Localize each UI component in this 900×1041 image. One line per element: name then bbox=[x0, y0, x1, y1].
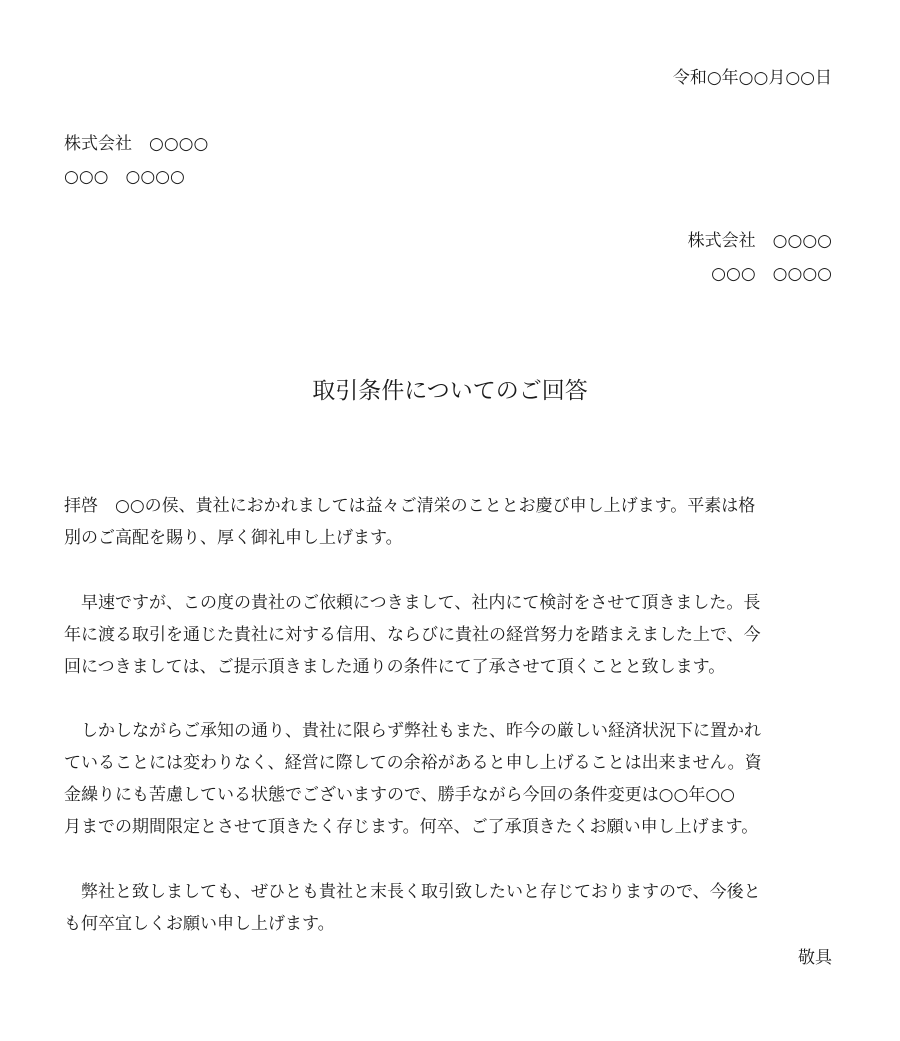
paragraph-closing-remarks bbox=[64, 876, 836, 940]
sender-company: 株式会社 ○○○○ bbox=[687, 231, 832, 251]
paragraph-line: 早速ですが、この度の貴社のご依頼につきまして、社内にて検討をさせて頂きました。長 bbox=[81, 593, 761, 613]
sender-person: ○○○ ○○○○ bbox=[711, 264, 832, 284]
paragraph-line: 別のご高配を賜り、厚く御礼申し上げます。 bbox=[64, 528, 403, 548]
letter-title: 取引条件についてのご回答 bbox=[312, 378, 588, 404]
paragraph-line: しかしながらご承知の通り、貴社に限らず弊社もまた、昨今の厳しい経済状況下に置かれ bbox=[81, 721, 761, 741]
letter-date: 令和○年○○月○○日 bbox=[672, 68, 832, 88]
paragraph-line: 弊社と致しましても、ぜひとも貴社と末長く取引致したいと存じておりますので、今後と bbox=[81, 882, 761, 902]
paragraph-acceptance bbox=[64, 587, 836, 683]
recipient-company: 株式会社 ○○○○ bbox=[64, 134, 209, 154]
paragraph-line: 年に渡る取引を通じた貴社に対する信用、ならびに貴社の経営努力を踏まえました上で、今 bbox=[64, 625, 761, 645]
paragraph-condition bbox=[64, 715, 836, 843]
recipient-person: ○○○ ○○○○ bbox=[64, 167, 185, 187]
paragraph-line: 拝啓 ○○の侯、貴社におかれましては益々ご清栄のこととお慶び申し上げます。平素は格 bbox=[64, 496, 756, 516]
paragraph-line: 金繰りにも苦慮している状態でございますので、勝手ながら今回の条件変更は○○年○○ bbox=[64, 785, 735, 805]
paragraph-line: ていることには変わりなく、経営に際しての余裕があると申し上げることは出来ません。資 bbox=[64, 753, 762, 773]
closing-word: 敬具 bbox=[798, 948, 832, 968]
paragraph-line: も何卒宜しくお願い申し上げます。 bbox=[64, 914, 335, 934]
paragraph-line: 月までの期間限定とさせて頂きたく存じます。何卒、ご了承頂きたくお願い申し上げます。 bbox=[64, 817, 759, 837]
paragraph-greeting bbox=[64, 490, 836, 554]
paragraph-line: 回につきましては、ご提示頂きました通りの条件にて了承させて頂くことと致します。 bbox=[64, 657, 726, 677]
